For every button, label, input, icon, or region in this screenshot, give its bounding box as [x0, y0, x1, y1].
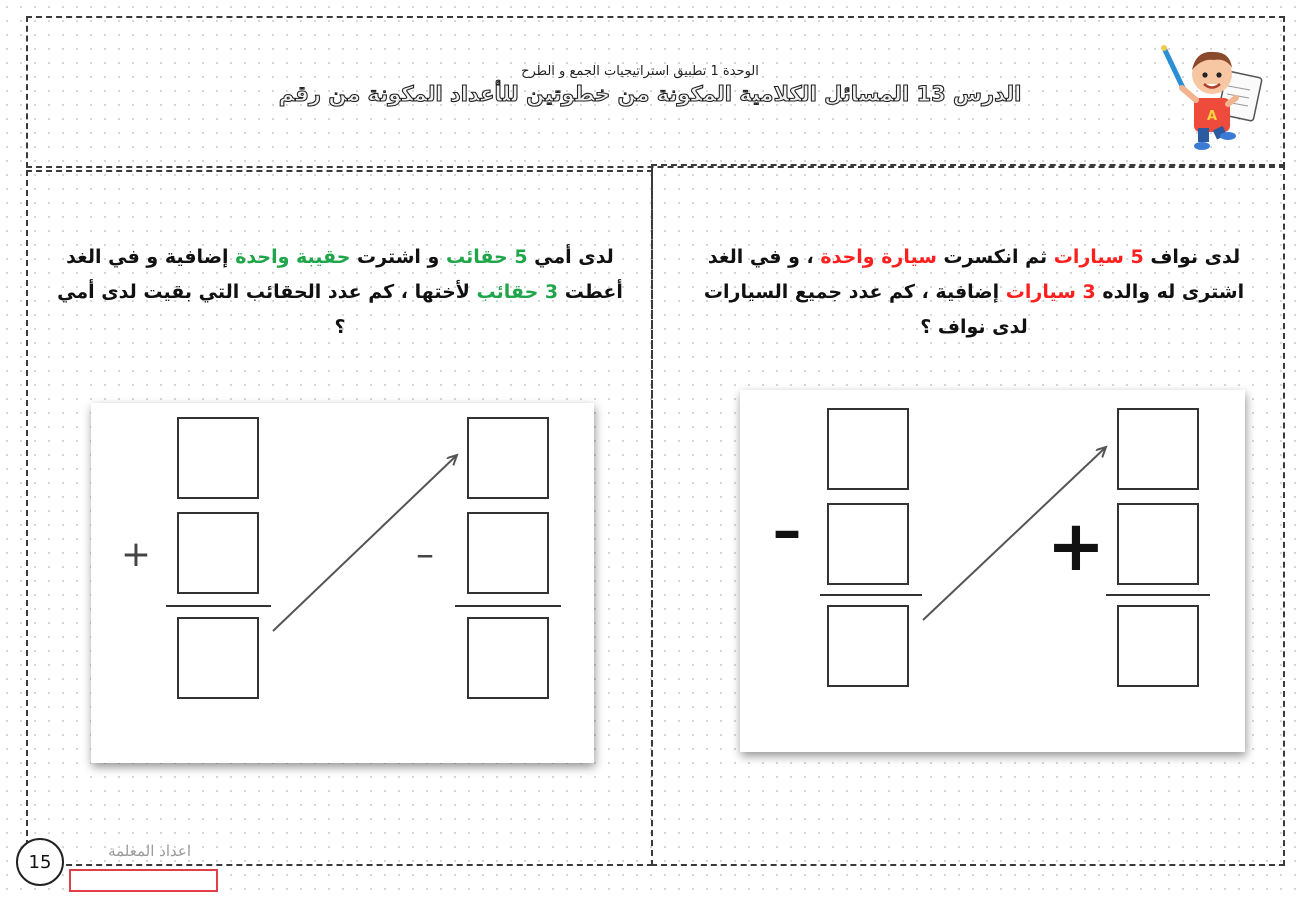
plus-operator: + [120, 534, 152, 575]
right-problem-text-2: ثم انكسرت [936, 246, 1054, 268]
right-two-step-diagram [740, 390, 1245, 752]
right-problem-text [688, 240, 1260, 345]
left-problem-text-1: لدى أمي [527, 246, 614, 268]
answer-box[interactable] [178, 618, 258, 698]
left-problem-text-4: لأختها ، كم عدد الحقائب التي بقيت لدى أمي ؟ [57, 281, 477, 338]
svg-text:A: A [1206, 109, 1218, 124]
left-highlight-three-bags: 3 حقائب [476, 281, 559, 303]
right-problem-text-3: ، و في الغد اشترى له والده [707, 246, 1245, 303]
teacher-credit: اعداد المعلمة [108, 842, 191, 860]
answer-box[interactable] [468, 513, 548, 593]
right-highlight-three-cars: 3 سيارات [1005, 281, 1096, 303]
student-mascot-illustration [1156, 28, 1268, 152]
right-diagram-card [740, 390, 1245, 752]
left-two-step-diagram [91, 403, 594, 763]
unit-title: الوحدة 1 تطبيق استراتيجيات الجمع و الطرح [521, 64, 759, 79]
left-highlight-five-bags: 5 حقائب [445, 246, 528, 268]
name-field-box[interactable] [69, 869, 218, 892]
answer-box[interactable] [1118, 504, 1198, 584]
plus-operator: + [1046, 505, 1106, 587]
left-problem-text-3: إضافية و في الغد أعطت [66, 246, 623, 303]
left-diagram-card [91, 403, 594, 763]
page-number: 15 [16, 838, 64, 886]
answer-box[interactable] [178, 513, 258, 593]
answer-box[interactable] [468, 418, 548, 498]
answer-box[interactable] [468, 618, 548, 698]
answer-box[interactable] [1118, 606, 1198, 686]
right-problem-text-1: لدى نواف [1143, 246, 1241, 268]
answer-box[interactable] [828, 606, 908, 686]
right-highlight-five-cars: 5 سيارات [1053, 246, 1144, 268]
answer-box[interactable] [1118, 409, 1198, 489]
right-highlight-one-car: سيارة واحدة [820, 246, 937, 268]
left-problem-text-2: و اشترت [350, 246, 446, 268]
answer-box[interactable] [828, 409, 908, 489]
right-problem-text-4: إضافية ، كم عدد جميع السيارات لدى نواف ؟ [703, 281, 1028, 338]
minus-operator: – [772, 496, 802, 564]
answer-box[interactable] [828, 504, 908, 584]
minus-operator: – [416, 534, 434, 575]
left-problem-text [50, 240, 630, 345]
answer-box[interactable] [178, 418, 258, 498]
left-highlight-one-bag: حقيبة واحدة [235, 246, 351, 268]
lesson-title: الدرس 13 المسائل الكلامية المكونة من خطوتين للأعداد المكونة من رقم [278, 82, 1022, 106]
